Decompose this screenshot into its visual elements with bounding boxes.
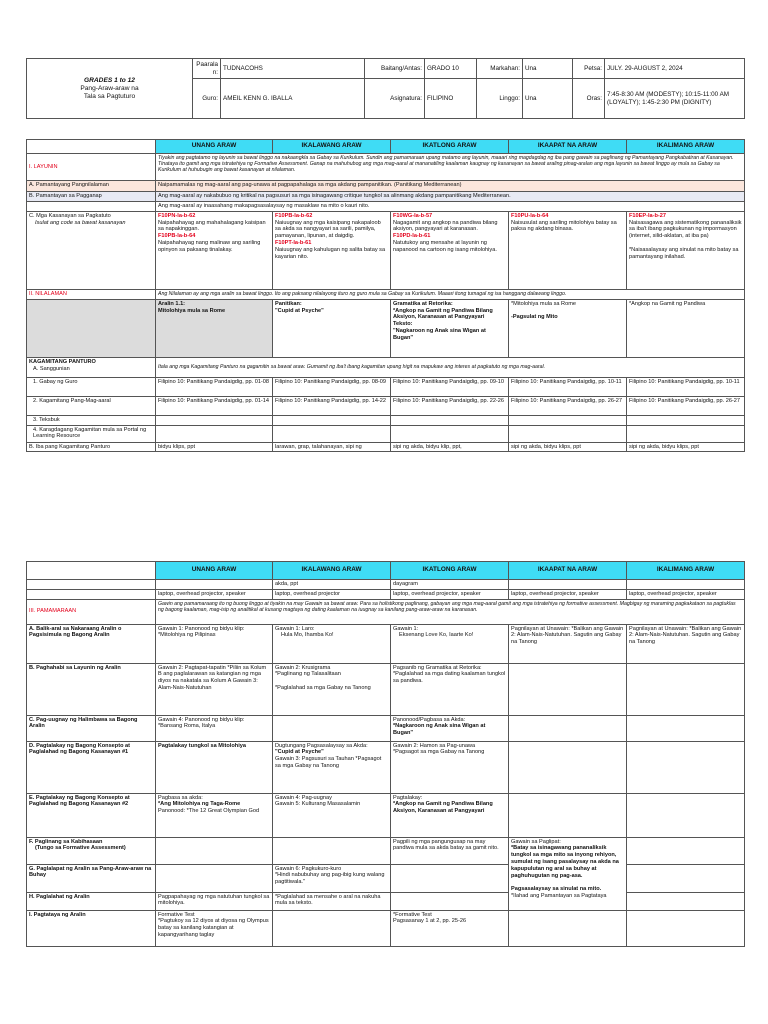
kagamitan-description: Itala ang mga Kagamitang Panturo na gagamitin sa bawat araw. Gumamit ng iba't ibang kagamitan upang higit na mapukaw ang interes at pagkatuto ng mga mag-aaral. xyxy=(156,357,745,377)
empty-cell xyxy=(27,589,156,599)
competency-code: F10PD-Ia-b-61 xyxy=(393,233,431,240)
paglalahat-label: H. Paglalahat ng Aralin xyxy=(27,892,156,910)
empty-cell xyxy=(156,425,273,442)
empty-cell xyxy=(509,741,627,793)
asignatura-label: Asignatura: xyxy=(365,79,425,119)
paglinang-label: F. Paglinang sa Kabihasaan xyxy=(29,838,103,845)
activity-text: Panonood: *The 12 Great Olympian God xyxy=(158,808,260,815)
kagamitan-title: KAGAMITANG PANTURO xyxy=(29,358,96,365)
kagamitang-mag-aaral-day-4: Filipino 10: Panitikang Pandaigdig, pp. 26-27 xyxy=(509,396,627,415)
empty-cell xyxy=(627,425,745,442)
corner-cell xyxy=(27,140,156,154)
activity-text: Gawain 4: Pag-uugnay xyxy=(275,794,332,801)
kagamitang-mag-aaral-day-2: Filipino 10: Panitikang Pandaigdig, pp. 14-22 xyxy=(273,396,391,415)
pagtataya-day-1 xyxy=(156,910,273,946)
gabay-guro-day-4: Filipino 10: Panitikang Pandaigdig, pp. 10-11 xyxy=(509,377,627,396)
nilalaman-text: "Nagkaroon ng Anak sina Wigan at Bugan" xyxy=(393,327,486,341)
competency-text: Naisusulat ang sariling mitolohiya batay sa paksa ng akdang binasa. xyxy=(511,219,617,233)
activity-text: Gawain sa Paglipat: xyxy=(511,838,561,845)
competency-code: F10PU-Ia-b-64 xyxy=(511,212,549,219)
activity-text: Gawain 6: Pagkukuro-kuro xyxy=(275,865,342,872)
paglalahat-day-2: *Paglalahad sa mensahe o aral na nakuha mula sa teksto. xyxy=(273,892,391,910)
paglalapat-label: G. Paglalapat ng Aralin sa Pang-Araw-araw na Buhay xyxy=(27,864,156,892)
oras-value: 7:45-8:30 AM (MODESTY); 10:15-11:00 AM (LOYALTY); 1:45-2:30 PM (DIGNITY) xyxy=(605,79,745,119)
nilalaman-text: *Angkop na Gamit ng Pandiwa Bilang Aksiyon, Karanasan at Pangyayari xyxy=(393,307,493,321)
petsa-label: Petsa: xyxy=(573,59,605,79)
empty-cell xyxy=(273,415,391,425)
linggo-label: Linggo: xyxy=(477,79,523,119)
kasanayan-day-2 xyxy=(273,211,391,289)
activity-text: Hula Mo, Ihamba Ko! xyxy=(281,632,334,639)
paglinang-label-cell xyxy=(27,837,156,864)
pamantayang-pangnilalaman-label: A. Pamantayang Pangnilalaman xyxy=(27,181,156,192)
pamantayan-pagganap-label: B. Pamantayan sa Pagganap xyxy=(27,192,156,202)
activity-text: *Nagkaroon ng Anak sina Wigan at Bugan" xyxy=(393,723,486,737)
nilalaman-day-4 xyxy=(509,299,627,357)
activity-text: *Paglalahad sa mga dating kaalaman tungkol sa pandiwa. xyxy=(393,671,506,685)
equipment-day-1: laptop, overhead projector, speaker xyxy=(156,589,273,599)
paaralan-value: TUDNACOHS xyxy=(221,59,365,79)
activity-text: Pagsasanay 1 at 2, pp. 25-26 xyxy=(393,918,467,925)
sanggunian-label: A. Sanggunian xyxy=(33,365,70,372)
empty-cell xyxy=(391,892,509,910)
paglalapat-day-2 xyxy=(273,864,391,892)
iba-pang-kagamitan-day-4: sipi ng akda, bidyu klips, ppt xyxy=(509,442,627,452)
pagtalakay-1-day-2 xyxy=(273,741,391,793)
pagtalakay-1-day-1: Pagtalakay tungkol sa Mitolohiya xyxy=(156,741,273,793)
procedure-table xyxy=(26,561,745,947)
kasanayan-label-cell xyxy=(27,211,156,289)
activity-text: Gawain 2: Krusigrama xyxy=(275,664,331,671)
iba-pang-kagamitan-day-1: bidyu klips, ppt xyxy=(156,442,273,452)
grades-block xyxy=(27,59,193,119)
competency-code: F10PN-Ia-b-62 xyxy=(158,212,196,219)
activity-text: Pagbasa sa akda: xyxy=(158,794,203,801)
balik-aral-label: A. Balik-aral sa Nakaraang Aralin o Pagsisimula ng Bagong Aralin xyxy=(27,624,156,663)
competency-text: Naiuugnay ang mga kaisipang nakapaloob sa akda sa nangyayari sa sarili, pamilya, pamayanan, lipunan, at daigdig. xyxy=(275,219,381,240)
balik-aral-day-5: Pagnilayan at Unawain: *Balikan ang Gawain 2: Alam-Nais-Natutuhan. Sagutin ang Gabay na Tanong xyxy=(627,624,745,663)
day-3-header: IKATLONG ARAW xyxy=(391,562,509,580)
nilalaman-text: Panitikan: xyxy=(275,300,302,307)
competency-code: F10WG-Ia-b-57 xyxy=(393,212,433,219)
grades-subtitle-2: Tala sa Pagtuturo xyxy=(83,92,136,100)
activity-text: *Ang Mitolohiya ng Taga-Rome xyxy=(158,801,241,808)
empty-cell xyxy=(273,837,391,864)
activity-text: *Pagsagot sa mga Gabay na Tanong xyxy=(393,749,485,756)
paglinang-sub: (Tungo sa Formative Assessment) xyxy=(35,845,126,852)
competency-code: F10PT-Ia-b-61 xyxy=(275,239,312,246)
activity-text: *Hindi nabubuhay ang pag-ibig kung walang pagtitiwala." xyxy=(275,872,385,886)
markahan-label: Markahan: xyxy=(477,59,523,79)
pamantayan-pagganap-value: Ang mag-aaral ay nakabubuo ng kritikal na pagsusuri sa mga isinagawang critique tungkol sa alinmang akdang pampanitikang Mediterranean. xyxy=(156,192,745,202)
nilalaman-text: "Cupid at Psyche" xyxy=(275,307,324,314)
empty-cell xyxy=(509,793,627,837)
pamamaraan-description: Gawin ang pamamaraang ito ng buong linggo at tiyakin na may Gawain sa bawat araw. Para sa holistikong paglinang, gabayan ang mga mag-aaral gamit ang mga istratehiya ng formative assessment. Magbigay ng maraming pagkakataon sa pagtuklas ng bagong kaalaman, mag-isip ng analitikal at kusang magtaya ng dating kaalaman na iuugnay sa kanilang pang-araw-araw na karanasan. xyxy=(156,599,745,624)
empty-cell xyxy=(627,793,745,837)
empty-cell xyxy=(627,864,745,892)
activity-text: Pagsanib ng Gramatika at Retorika: xyxy=(393,664,482,671)
equipment-day-4: laptop, overhead projector, speaker xyxy=(509,589,627,599)
day-4-header: IKAAPAT NA ARAW xyxy=(509,140,627,154)
nilalaman-text: *Angkop na Gamit ng Pandiwa xyxy=(629,300,706,307)
activity-text: *Angkop na Gamit ng Pandiwa Bilang Aksiyon, Karanasan at Pangyayari xyxy=(393,801,493,815)
empty-cell xyxy=(627,741,745,793)
guro-label: Guro: xyxy=(193,79,221,119)
empty-cell xyxy=(509,910,627,946)
competency-code: F10EP-Ia-b-27 xyxy=(629,212,666,219)
iba-pang-kagamitan-day-2: larawan, grap, talahanayan, sipi ng xyxy=(273,442,391,452)
day-3-header: IKATLONG ARAW xyxy=(391,140,509,154)
baitang-value: GRADO 10 xyxy=(425,59,477,79)
kasanayan-label: C. Mga Kasanayan sa Pagkatuto xyxy=(29,212,111,219)
gabay-guro-day-5: Filipino 10: Panitikang Pandaigdig, pp. 10-11 xyxy=(627,377,745,396)
paglinang-day-3: Pagpili ng mga pangungusap na may pandiwa mula sa akda batay sa gamit nito. xyxy=(391,837,509,864)
layunin-description: Tiyakin ang pagtatamo ng layunin sa bawat linggo na nakaangkla sa Gabay sa Kurikulum. Sundin ang pamamaraan upang matamo ang layunin, maaari ring magdagdag ng iba pang gawain sa paglinang ng Pamantayang Pangkabatiran at Kasanayan. Tinataya ito gamit ang mga istratehiya ng Formative Assessment. Ganap na mahuhubog ang mga mag-aaral at mananatiling kaalaman kaugnay ng kasanayan sa bawat araling pinag-aralan ang mga layunin sa bawat linggo ay mula sa Gabay sa Kurikulum at huhubugin ang bawat kasanayan at nilalaman. xyxy=(156,154,745,181)
kagamitang-mag-aaral-day-1: Filipino 10: Panitikang Pandaigdig, pp. 01-14 xyxy=(156,396,273,415)
petsa-value: JULY. 29-AUGUST 2, 2024 xyxy=(605,59,745,79)
baitang-label: Baitang/Antas: xyxy=(365,59,425,79)
activity-text: Gawain 1: xyxy=(393,625,419,632)
kasanayan-day-5 xyxy=(627,211,745,289)
grades-subtitle-1: Pang-Araw-araw na xyxy=(80,84,139,92)
activity-text: *Paglinang ng Talasalitaan xyxy=(275,671,341,678)
activity-text: Gawain 3: Pagsusuri sa Tauhan *Pagsagot sa mga Gabay na Tanong xyxy=(275,756,382,769)
header-table xyxy=(26,58,745,119)
nilalaman-text: -Pagsulat ng Mito xyxy=(511,314,558,321)
empty-cell xyxy=(627,415,745,425)
asignatura-value: FILIPINO xyxy=(425,79,477,119)
empty-cell xyxy=(156,864,273,892)
pamantayang-pangnilalaman-value: Naipamamalas ng mag-aaral ang pag-unawa at pagpapahalaga sa mga akdang pampanitikan. (Panitikang Mediterranean) xyxy=(156,181,745,192)
day-5-header: IKALIMANG ARAW xyxy=(627,140,745,154)
pagtataya-label: I. Pagtataya ng Aralin xyxy=(27,910,156,946)
empty-cell xyxy=(627,663,745,715)
balik-aral-day-2 xyxy=(273,624,391,663)
kagamitang-mag-aaral-day-3: Filipino 10: Panitikang Pandaigdig, pp. 22-26 xyxy=(391,396,509,415)
paglinang-day-4 xyxy=(509,837,627,910)
guro-value: AMEIL KENN G. IBALLA xyxy=(221,79,365,119)
balik-aral-day-1: Gawain 1: Panonood ng bidyu klip: *Mitolohiya ng Pilipinas xyxy=(156,624,273,663)
grades-title: GRADES 1 to 12 xyxy=(84,76,135,84)
oras-label: Oras: xyxy=(573,79,605,119)
balik-aral-day-3 xyxy=(391,624,509,663)
empty-cell xyxy=(27,580,156,590)
kagamitang-mag-aaral-label: 2. Kagamitang Pang-Mag-aaral xyxy=(27,396,156,415)
nilalaman-text: Mitolohiya mula sa Rome xyxy=(158,307,226,314)
continued-day-5 xyxy=(627,580,745,590)
activity-text: Gawain 2: Hamon sa Pag-unawa xyxy=(393,742,476,749)
nilalaman-day-2 xyxy=(273,299,391,357)
pagtalakay-2-day-1 xyxy=(156,793,273,837)
pagtalakay-2-day-2 xyxy=(273,793,391,837)
empty-cell xyxy=(273,425,391,442)
iba-pang-kagamitan-day-5: sipi ng akda, bidyu klips, ppt xyxy=(627,442,745,452)
activity-text: *Batay sa isinagawang pananaliksik tungkol sa mga mito sa inyong rehiyon, sumulat ng isang pasalaysay na akda na kapupulutan ng aral sa buhay at paghuhugutan ng pag-asa. xyxy=(511,845,619,879)
pagtalakay-2-label: E. Pagtalakay ng Bagong Konsepto at Paglalahad ng Bagong Kasanayan #2 xyxy=(27,793,156,837)
continued-day-4 xyxy=(509,580,627,590)
kagamitan-label-cell xyxy=(27,357,156,377)
day-1-header: UNANG ARAW xyxy=(156,140,273,154)
day-4-header: IKAAPAT NA ARAW xyxy=(509,562,627,580)
activity-text: Panonood/Pagbasa sa Akda: xyxy=(393,716,466,723)
empty-cell xyxy=(509,415,627,425)
activity-text: Dugtungang Pagsasalaysay sa Akda: xyxy=(275,742,368,749)
teksbuk-label: 3. Teksbuk xyxy=(27,415,156,425)
pamantayan-pagganap-value-2: Ang mag-aaral ay inaasahang makapagsasalaysay ng masaklaw na mito o kauri nito. xyxy=(156,202,745,212)
activity-text: *Pagtukoy sa 12 diyos at diyosa ng Olympus batay sa kanilang katangian at kapangyarihang taglay xyxy=(158,918,269,938)
kasanayan-sub: Isulat ang code sa bawat kasanayan xyxy=(35,219,126,226)
empty-cell xyxy=(509,715,627,741)
empty-cell xyxy=(627,837,745,864)
layunin-title: I. LAYUNIN xyxy=(27,154,156,181)
continued-day-3: dayagram xyxy=(391,580,509,590)
pamamaraan-title: III. PAMAMARAAN xyxy=(27,599,156,624)
kasanayan-day-1 xyxy=(156,211,273,289)
activity-text: Pagtalakay: xyxy=(393,794,423,801)
competency-text: Naipahahayag nang malinaw ang sariling opinyon sa paksang tinalakay. xyxy=(158,239,261,253)
activity-text: Gawain 5: Kulturang Masasalamin xyxy=(275,801,361,808)
competency-code: F10PB-Ia-b-64 xyxy=(158,233,196,240)
gabay-guro-label: 1. Gabay ng Guro xyxy=(27,377,156,396)
empty-cell xyxy=(391,415,509,425)
empty-cell xyxy=(509,663,627,715)
nilalaman-day-1 xyxy=(156,299,273,357)
activity-text: Eksenang Love Ko, Iaarte Ko! xyxy=(399,632,474,639)
activity-text: *Formative Test xyxy=(393,911,432,918)
kagamitang-mag-aaral-day-5: Filipino 10: Panitikang Pandaigdig, pp. 26-27 xyxy=(627,396,745,415)
iba-pang-kagamitan-label: B. Iba pang Kagamitang Panturo xyxy=(27,442,156,452)
empty-cell xyxy=(156,837,273,864)
empty-cell xyxy=(156,415,273,425)
empty-cell xyxy=(627,910,745,946)
pagtalakay-2-day-3 xyxy=(391,793,509,837)
gabay-guro-day-3: Filipino 10: Panitikang Pandaigdig, pp. 09-10 xyxy=(391,377,509,396)
nilalaman-title: II. NILALAMAN xyxy=(27,289,156,299)
paghahabi-day-3 xyxy=(391,663,509,715)
activity-text: Pagsasalaysay sa sinulat na mito. xyxy=(511,886,602,893)
day-2-header: IKALAWANG ARAW xyxy=(273,140,391,154)
activity-text: *Ilahad ang Pamantayan sa Pagtataya xyxy=(511,892,607,899)
day-2-header: IKALAWANG ARAW xyxy=(273,562,391,580)
activity-text: *Paglalahad sa mga Gabay na Tanong xyxy=(275,684,371,691)
competency-code: F10PB-Ia-b-62 xyxy=(275,212,313,219)
competency-text: Nagagamit ang angkop na pandiwa bilang aksiyon, pangyayari at karanasan. xyxy=(393,219,498,233)
pagtalakay-1-label: D. Pagtalakay ng Bagong Konsepto at Paglalahad ng Bagong Kasanayan #1 xyxy=(27,741,156,793)
nilalaman-description: Ang Nilalaman ay ang mga aralin sa bawat linggo. Ito ang paksang nilalayong ituro ng guro mula sa Gabay sa Kurikulum. Maaari itong tumagal ng isa hanggang dalawang linggo. xyxy=(156,289,745,299)
continued-day-2: akda, ppt xyxy=(273,580,391,590)
paghahabi-day-1: Gawain 2: Pagtapat-tapatin *Piliin sa Kolum B ang paglalarawan sa katangian ng mga diyos na nakatala sa Kolum A Gawain 3: Alam-Nais-Natutuhan xyxy=(156,663,273,715)
nilalaman-text: *Mitolohiya mula sa Rome xyxy=(511,300,576,307)
paghahabi-label: B. Paghahabi sa Layunin ng Aralin xyxy=(27,663,156,715)
karagdagang-kagamitan-label: 4. Karagdagang Kagamitan mula sa Portal ng Learning Resource xyxy=(27,425,156,442)
markahan-value: Una xyxy=(523,59,573,79)
iba-pang-kagamitan-day-3: sipi ng akda, bidyu klip, ppt, xyxy=(391,442,509,452)
linggo-value: Una xyxy=(523,79,573,119)
equipment-day-3: laptop, overhead projector, speaker xyxy=(391,589,509,599)
equipment-day-5: laptop, overhead projector, speaker xyxy=(627,589,745,599)
empty-cell xyxy=(627,892,745,910)
corner-cell xyxy=(27,562,156,580)
competency-text: Naiuugnay ang kahulugan ng salita batay sa kayarian nito. xyxy=(275,246,386,260)
pagtalakay-1-day-3 xyxy=(391,741,509,793)
kasanayan-day-4 xyxy=(509,211,627,289)
paghahabi-day-2 xyxy=(273,663,391,715)
paaralan-label: Paaralan: xyxy=(193,59,221,79)
pagtataya-day-3 xyxy=(391,910,509,946)
equipment-day-2: laptop, overhead projector xyxy=(273,589,391,599)
blank-cell xyxy=(27,202,156,212)
competency-text: Naisasagawa ang sistematikong pananaliksik sa iba't ibang pagkukunan ng impormasyon (internet, silid-aklatan, at iba pa) xyxy=(629,219,742,240)
nilalaman-text: Aralin 1.1: xyxy=(158,300,186,307)
gabay-guro-day-2: Filipino 10: Panitikang Pandaigdig, pp. 08-09 xyxy=(273,377,391,396)
activity-text: Gawain 1: Laro: xyxy=(275,625,315,632)
continued-day-1 xyxy=(156,580,273,590)
empty-cell xyxy=(273,910,391,946)
activity-text: Formative Test xyxy=(158,911,195,918)
competency-text: Natutukoy ang mensahe at layunin ng napanood na cartoon ng isang mitolohiya. xyxy=(393,239,497,253)
activity-text: "Cupid at Psyche" xyxy=(275,749,324,756)
pag-uugnay-day-1: Gawain 4: Panonood ng bidyu klip: *Bansang Roma, Italya xyxy=(156,715,273,741)
nilalaman-day-3 xyxy=(391,299,509,357)
pag-uugnay-day-3 xyxy=(391,715,509,741)
pag-uugnay-label: C. Pag-uugnay ng Halimbawa sa Bagong Aralin xyxy=(27,715,156,741)
competency-text: *Naisasalaysay ang sinulat na mito batay sa pamantayang inilahad. xyxy=(629,246,739,260)
gabay-guro-day-1: Filipino 10: Panitikang Pandaigdig, pp. 01-08 xyxy=(156,377,273,396)
empty-cell xyxy=(391,864,509,892)
empty-cell xyxy=(509,425,627,442)
objectives-table xyxy=(26,139,745,452)
empty-cell xyxy=(273,715,391,741)
kasanayan-day-3 xyxy=(391,211,509,289)
empty-cell xyxy=(391,425,509,442)
day-5-header: IKALIMANG ARAW xyxy=(627,562,745,580)
empty-cell xyxy=(627,715,745,741)
nilalaman-text: Teksto: xyxy=(393,321,413,328)
balik-aral-day-4: Pagnilayan at Unawain: *Balikan ang Gawain 2: Alam-Nais-Natutuhan. Sagutin ang Gabay na Tanong xyxy=(509,624,627,663)
competency-text: Naipahahayag ang mahahalagang kaisipan sa napakinggan. xyxy=(158,219,266,233)
day-1-header: UNANG ARAW xyxy=(156,562,273,580)
nilalaman-blank xyxy=(27,299,156,357)
nilalaman-text: Gramatika at Retorika: xyxy=(393,300,453,307)
nilalaman-day-5 xyxy=(627,299,745,357)
paglalahat-day-1: Pagpapahayag ng mga natutuhan tungkol sa mitolohiya. xyxy=(156,892,273,910)
